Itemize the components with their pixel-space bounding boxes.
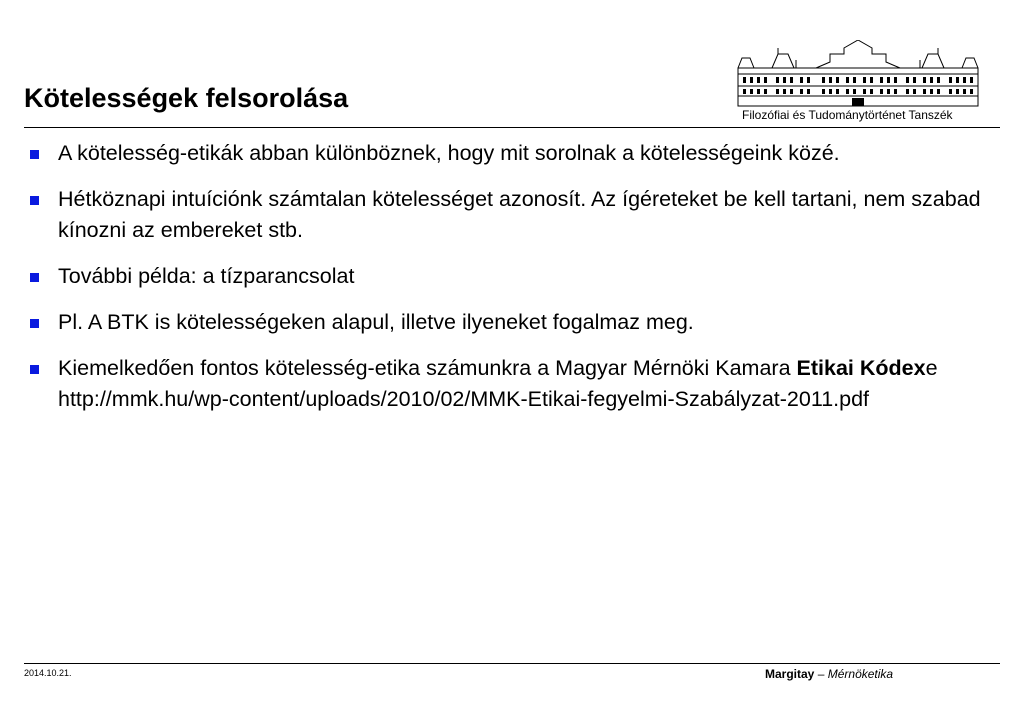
list-item	[30, 307, 1000, 338]
list-item	[30, 353, 1000, 415]
square-bullet-icon	[30, 273, 39, 282]
footer-date: 2014.10.21.	[24, 668, 72, 678]
list-item	[30, 261, 1000, 292]
footer-divider	[24, 663, 1000, 664]
footer-author: Margitay	[765, 667, 815, 681]
square-bullet-icon	[30, 196, 39, 205]
footer-credit	[765, 667, 893, 681]
square-bullet-icon	[30, 319, 39, 328]
bullet-text: A kötelesség-etikák abban különböznek, hogy mit sorolnak a kötelességeink közé.	[58, 141, 840, 165]
bullet-text: További példa: a tízparancsolat	[58, 264, 355, 288]
header-divider	[24, 127, 1000, 128]
square-bullet-icon	[30, 365, 39, 374]
building-logo-icon	[734, 40, 982, 108]
list-item	[30, 184, 1000, 246]
bullet-text: Pl. A BTK is kötelességeken alapul, illetve ilyeneket fogalmaz meg.	[58, 310, 694, 334]
bullet-list	[30, 138, 1000, 430]
department-name: Filozófiai és Tudománytörténet Tanszék	[742, 108, 953, 122]
bullet-text-after: e http://mmk.hu/wp-content/uploads/2010/02/MMK-Etikai-fegyelmi-Szabályzat-2011.pdf	[58, 356, 938, 411]
footer-course: Mérnöketika	[827, 667, 894, 681]
university-building-logo	[731, 38, 984, 128]
list-item	[30, 138, 1000, 169]
slide-title: Kötelességek felsorolása	[24, 83, 349, 113]
square-bullet-icon	[30, 150, 39, 159]
bullet-text-bold: Etikai Kódex	[796, 356, 926, 380]
bullet-text: Hétköznapi intuíciónk számtalan kötelességet azonosít. Az ígéreteket be kell tartani, nem szabad kínozni az embereket stb.	[58, 187, 981, 242]
footer-separator: –	[817, 667, 825, 681]
bullet-text-before: Kiemelkedően fontos kötelesség-etika számunkra a Magyar Mérnöki Kamara	[58, 356, 797, 380]
